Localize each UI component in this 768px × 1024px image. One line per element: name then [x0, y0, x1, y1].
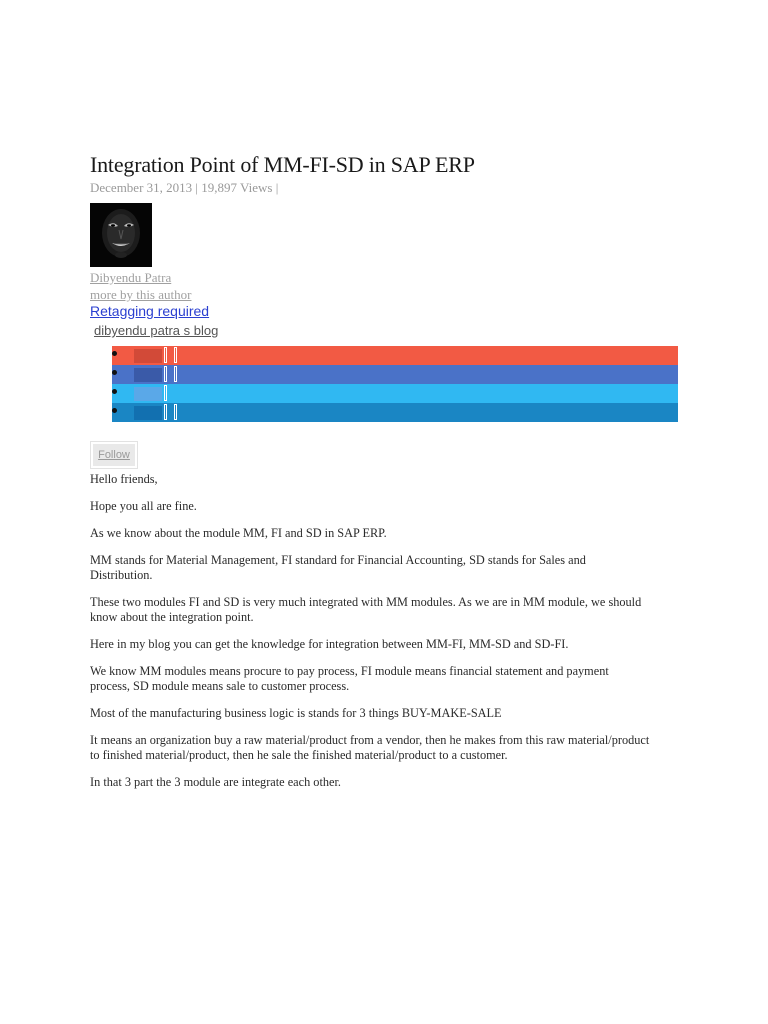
body-paragraph: Here in my blog you can get the knowledge for integration between MM-FI, MM-SD and SD-FI. — [90, 637, 569, 651]
share-divider-icon — [174, 366, 177, 382]
share-divider-icon — [164, 404, 167, 420]
article-body — [90, 472, 650, 802]
body-paragraph: In that 3 part the 3 module are integrate each other. — [90, 775, 341, 789]
share-row — [112, 403, 678, 422]
body-paragraph: Hope you all are fine. — [90, 499, 197, 513]
share-row — [112, 346, 678, 365]
share-button[interactable] — [134, 349, 162, 363]
more-by-author-link[interactable]: more by this author — [90, 287, 192, 302]
share-row — [112, 365, 678, 384]
article-header — [90, 150, 680, 339]
follow-box — [90, 441, 138, 469]
share-divider-icon — [174, 347, 177, 363]
share-row — [112, 384, 678, 403]
retagging-required-link[interactable]: Retagging required — [90, 303, 210, 319]
bullet-icon — [112, 351, 117, 356]
author-blog-link[interactable]: dibyendu patra s blog — [94, 323, 219, 338]
bullet-icon — [112, 389, 117, 394]
author-name-link[interactable]: Dibyendu Patra — [90, 270, 172, 285]
share-divider-icon — [174, 404, 177, 420]
share-button[interactable] — [134, 368, 162, 382]
share-bar — [112, 346, 678, 422]
body-paragraph: Most of the manufacturing business logic is stands for 3 things BUY-MAKE-SALE — [90, 706, 502, 720]
body-paragraph: These two modules FI and SD is very much integrated with MM modules. As we are in MM module, we should know about the integration point. — [90, 595, 642, 624]
bullet-icon — [112, 408, 117, 413]
author-face-icon — [90, 203, 152, 267]
body-paragraph: As we know about the module MM, FI and SD in SAP ERP. — [90, 526, 387, 540]
share-divider-icon — [164, 347, 167, 363]
page-title: Integration Point of MM-FI-SD in SAP ERP — [90, 152, 475, 177]
body-paragraph: It means an organization buy a raw material/product from a vendor, then he makes from this raw material/product to finished material/product, then he sale the finished material/product to a customer. — [90, 733, 650, 762]
body-paragraph: MM stands for Material Management, FI standard for Financial Accounting, SD stands for Sales and Distribution. — [90, 553, 586, 582]
follow-button[interactable]: Follow — [93, 444, 135, 466]
share-divider-icon — [164, 385, 167, 401]
share-button[interactable] — [134, 406, 162, 420]
bullet-icon — [112, 370, 117, 375]
body-paragraph: We know MM modules means procure to pay process, FI module means financial statement and payment process, SD module means sale to customer process. — [90, 664, 609, 693]
article-meta: December 31, 2013 | 19,897 Views | — [90, 180, 279, 195]
share-button[interactable] — [134, 387, 162, 401]
share-divider-icon — [164, 366, 167, 382]
body-paragraph: Hello friends, — [90, 472, 158, 486]
avatar[interactable] — [90, 203, 152, 267]
